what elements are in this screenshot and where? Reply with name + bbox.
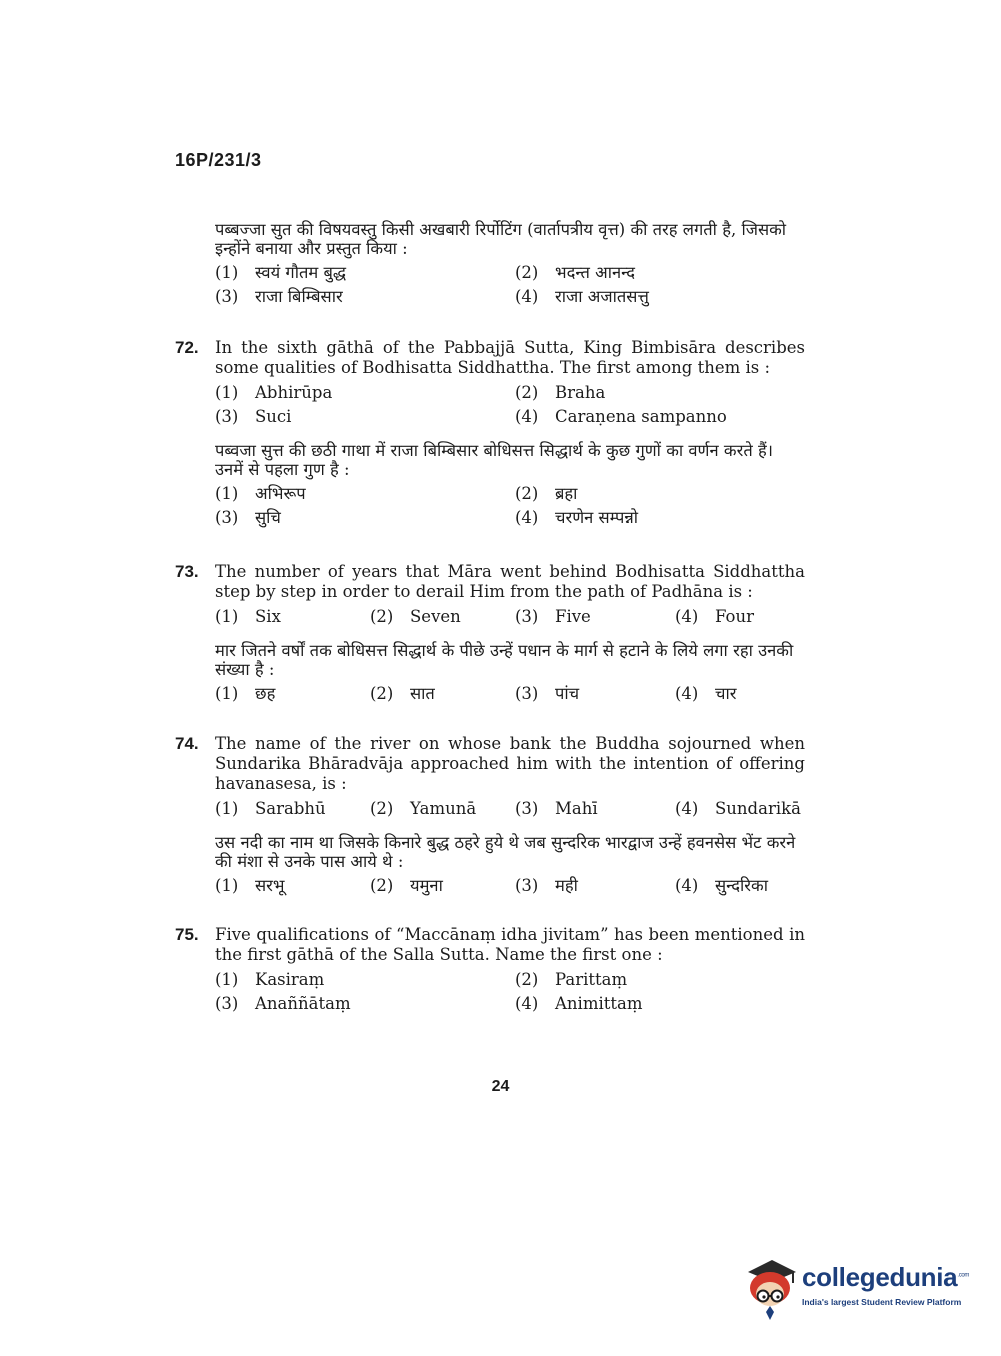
option: (4) Animittaṃ [515,994,643,1013]
question-hindi-text: मार जितने वर्षों तक बोधिसत्त सिद्धार्थ के पीछे उन्हें पधान के मार्ग से हटाने के लिये लगा रहा उनकी संख्या है : [215,641,794,679]
question-english-text: The number of years that Māra went behind Bodhisatta Siddhattha step by step in order to derail Him from the path of Padhāna is : [215,562,805,601]
q71-hindi-block [175,220,815,307]
option: (2) यमुना [370,876,443,895]
english-options [215,970,805,1014]
option: (4) Sundarikā [675,799,801,818]
option: (3) Five [515,607,591,626]
option: (3) राजा बिम्बिसार [215,287,343,306]
collegedunia-logo[interactable] [740,1250,980,1320]
question-english-text: In the sixth gāthā of the Pabbajjā Sutta, King Bimbisāra describes some qualities of Bodhisatta Siddhattha. The first among them is : [215,338,805,377]
option: (4) Caraṇena sampanno [515,407,727,426]
option: (4) राजा अजातसत्तु [515,287,649,306]
english-options [215,383,805,427]
question-73 [175,562,815,704]
option: (2) Braha [515,383,606,402]
mascot-icon [740,1250,802,1320]
english-options [215,607,805,627]
option: (3) Mahī [515,799,598,818]
hindi-options [215,484,805,528]
question-english-text: The name of the river on whose bank the Buddha sojourned when Sundarika Bhāradvāja approached him with the intention of offering havanasesa, is : [215,734,805,793]
option: (3) मही [515,876,578,895]
question-hindi-text: उस नदी का नाम था जिसके किनारे बुद्ध ठहरे हुये थे जब सुन्दरिक भारद्वाज उन्हें हवनसेस भेंट करने की मंशा से उनके पास आये थे : [215,833,796,871]
logo-tagline: India's largest Student Review Platform [802,1297,962,1307]
option: (1) सरभू [215,876,285,895]
option: (2) Yamunā [370,799,477,818]
option: (3) Anaññātaṃ [215,994,351,1013]
option: (1) Six [215,607,281,626]
option: (3) Suci [215,407,292,426]
option: (1) Abhirūpa [215,383,333,402]
option: (2) Seven [370,607,461,626]
option: (2) Parittaṃ [515,970,628,989]
option: (2) ब्रहा [515,484,578,503]
question-number: 73. [175,562,199,581]
question-number: 72. [175,338,199,357]
option: (2) सात [370,684,435,703]
option: (1) Kasiraṃ [215,970,325,989]
question-74 [175,734,815,896]
option: (1) अभिरूप [215,484,306,503]
question-english-text: Five qualifications of “Maccānaṃ idha jivitam” has been mentioned in the first gāthā of the Salla Sutta. Name the first one : [215,925,805,964]
question-72 [175,338,815,528]
option: (3) सुचि [215,508,281,527]
question-hindi-text: पब्वजा सुत्त की छठी गाथा में राजा बिम्बिसार बोधिसत्त सिद्धार्थ के कुछ गुणों का वर्णन करते हैं। उनमें से पहला गुण है : [215,441,773,479]
option: (1) स्वयं गौतम बुद्ध [215,263,347,282]
question-number: 75. [175,925,199,944]
english-options [215,799,805,819]
option: (1) छह [215,684,276,703]
option: (4) Four [675,607,754,626]
page-number: 24 [491,1078,510,1095]
logo-wordmark: collegedunia$^{.com}$ [802,1262,970,1292]
hindi-options [215,684,805,704]
option: (1) Sarabhū [215,799,326,818]
option: (4) चार [675,684,737,703]
page-code: 16P/231/3 [175,150,262,170]
hindi-options [215,876,805,896]
q71-hindi-options [215,263,805,307]
option: (3) पांच [515,684,580,703]
q71-hindi-text: पब्बज्जा सुत की विषयवस्तु किसी अखबारी रिर्पोटिंग (वार्तापत्रीय वृत्त) की तरह लगती है, जिसको इन्होंने बनाया और प्रस्तुत किया : [215,220,787,258]
question-75 [175,925,815,1014]
option: (2) भदन्त आनन्द [515,263,635,282]
option: (4) चरणेन सम्पन्नो [515,508,639,527]
question-number: 74. [175,734,199,753]
option: (4) सुन्दरिका [675,876,768,895]
